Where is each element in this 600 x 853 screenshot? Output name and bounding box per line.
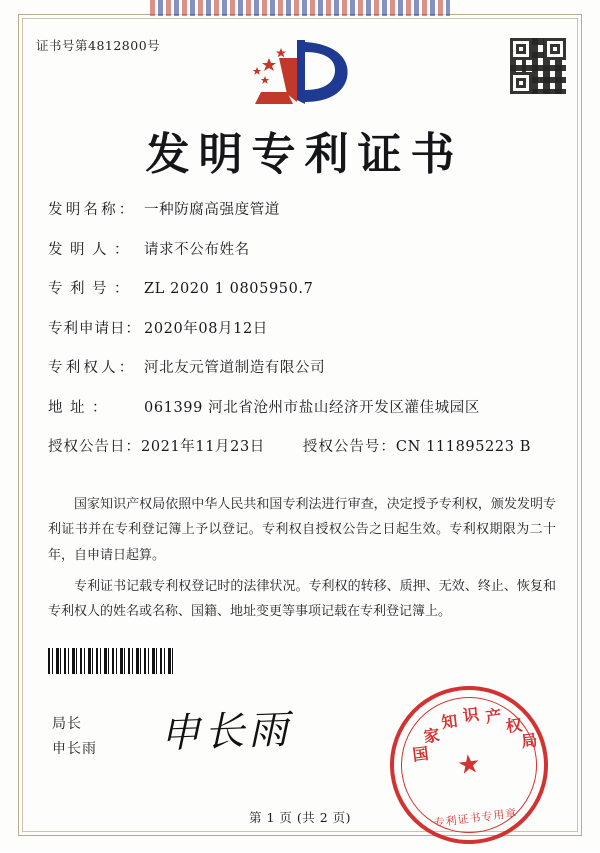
grant-number-value: CN 111895223 B [395, 439, 531, 455]
field-value-application-date: 2020年08月12日 [144, 320, 268, 337]
field-value-invention-name: 一种防腐高强度管道 [144, 202, 280, 218]
field-patent-number [48, 277, 560, 298]
field-value-patent-number: ZL 2020 1 0805950.7 [144, 281, 314, 297]
field-value-address: 061399 河北省沧州市盐山经济开发区灌佳城园区 [144, 399, 480, 416]
field-label-inventor: 发明人： [48, 241, 136, 258]
field-address [48, 396, 560, 417]
field-label-patent-number: 专利号： [48, 281, 136, 297]
seal-star-icon: ★ [455, 748, 483, 782]
grant-row [48, 435, 560, 456]
field-label-application-date: 专利申请日： [48, 320, 141, 337]
grant-number-label: 授权公告号： [302, 439, 396, 455]
legal-text [48, 492, 556, 631]
grant-date-label: 授权公告日： [48, 439, 141, 455]
director-title: 局长 [52, 716, 82, 732]
grant-date-value: 2021年11月23日 [141, 439, 265, 455]
qr-code-icon [510, 38, 566, 94]
field-label-patentee: 专利权人： [48, 360, 137, 376]
field-invention-name [48, 198, 560, 219]
field-label-address: 地址： [48, 399, 114, 416]
seal-arc-text: 国 家 知 识 产 权 局 [411, 704, 539, 765]
top-ornament [150, 0, 450, 16]
handwritten-signature: 申长雨 [159, 706, 293, 758]
field-list [48, 198, 560, 472]
seal-bottom-text: 专利证书专用章 [433, 806, 518, 830]
page-title: 发明专利证书 [145, 129, 464, 180]
signature-block [52, 712, 97, 761]
field-value-patentee: 河北友元管道制造有限公司 [144, 360, 326, 376]
barcode-icon [48, 648, 173, 674]
legal-paragraph-1: 国家知识产权局依照中华人民共和国专利法进行审查，决定授予专利权，颁发发明专利证书并在专利登记簿上予以登记。专利权自授权公告之日起生效。专利权期限为二十年，自申请日起算。 [48, 497, 556, 563]
certificate-number: 证书号第4812800号 [36, 38, 161, 53]
field-value-inventor: 请求不公布姓名 [144, 241, 250, 258]
legal-paragraph-2: 专利证书记载专利权登记时的法律状况。专利权的转移、质押、无效、终止、恢复和专利权人的姓名或名称、国籍、地址变更等事项记载在专利登记簿上。 [48, 579, 556, 620]
cnipa-logo-icon [235, 36, 365, 108]
field-application-date [48, 317, 560, 338]
field-label-invention-name: 发明名称： [48, 202, 137, 218]
field-inventor [48, 238, 560, 259]
page-footer: 第 1 页 (共 2 页) [248, 810, 352, 825]
field-patentee [48, 356, 560, 377]
director-name: 申长雨 [52, 740, 97, 757]
official-seal [381, 677, 557, 853]
